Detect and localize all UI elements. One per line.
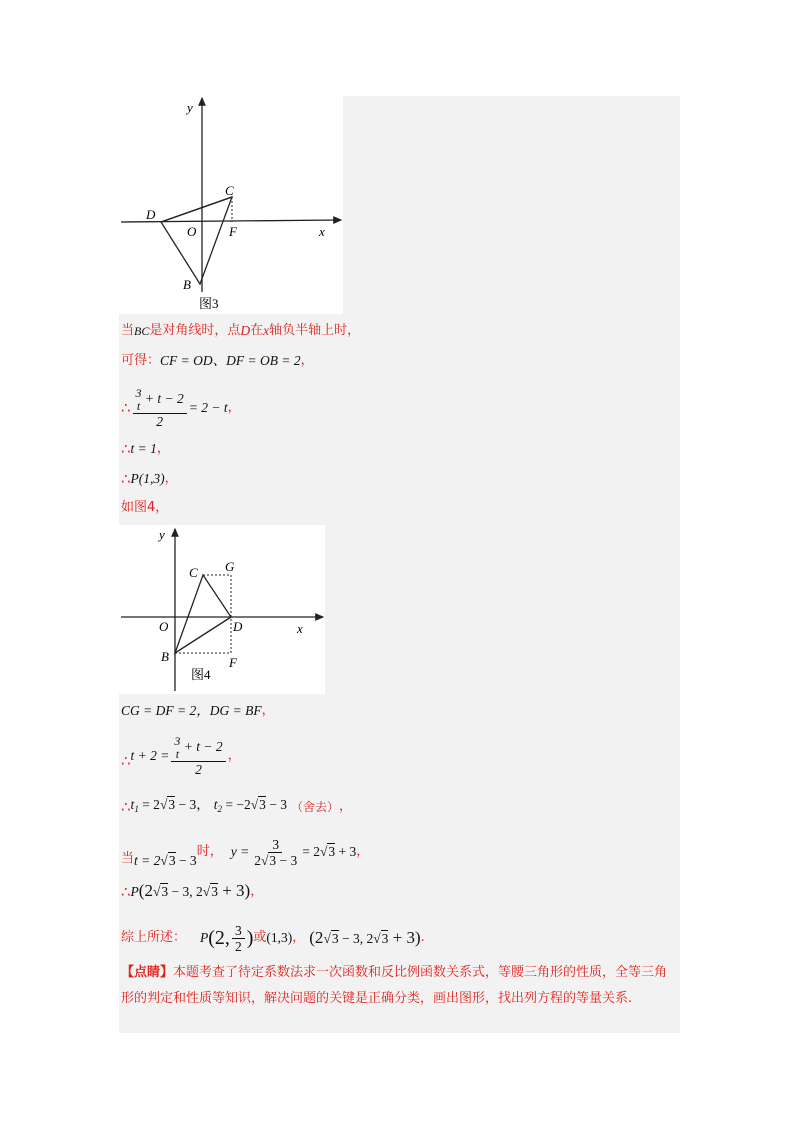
close: + 3) — [388, 927, 421, 947]
sqrt-sign: √ — [250, 797, 259, 812]
rest: + t − 2 — [144, 391, 184, 407]
lhs: t + 2 = — [130, 748, 170, 763]
diagonal-dc — [161, 197, 232, 222]
label-f: F — [229, 655, 237, 670]
text: ， — [250, 883, 264, 899]
text: 当 — [121, 851, 135, 866]
sqrt-arg: 3 — [269, 852, 277, 868]
t-eq: t = 2 — [134, 853, 161, 868]
sqrt-arg: 3 — [168, 853, 176, 868]
den-tail: − 3 — [276, 852, 298, 868]
sqrt-sign: √ — [323, 930, 331, 946]
sqrt-sign: √ — [260, 852, 269, 868]
sqrt-sign: √ — [373, 930, 381, 946]
figure-3-caption: 图3 — [199, 296, 219, 311]
label-b: B — [161, 649, 169, 664]
line-equation-1 — [121, 386, 241, 430]
segment-bd — [175, 617, 231, 653]
therefore-symbol: ∴ — [121, 440, 131, 458]
line-equalities — [121, 352, 314, 370]
math: CG = DF = 2，DG = BF — [121, 703, 262, 718]
t1-eq: = 2 — [138, 797, 160, 812]
sqrt-sign: √ — [202, 884, 211, 899]
text: ， — [292, 930, 306, 945]
therefore-symbol: ∴ — [121, 470, 131, 488]
y-lhs: y = — [230, 844, 250, 859]
denominator: 2 — [234, 938, 242, 954]
worked-solution-page — [119, 96, 680, 1033]
mid: − 3, 2 — [168, 884, 203, 899]
inner-num: 3 — [174, 734, 181, 748]
denominator: 2 — [156, 414, 164, 429]
math-d: D — [240, 323, 251, 338]
text: 如图4， — [121, 500, 169, 515]
open-paren: (2, — [208, 927, 230, 949]
text: 在 — [250, 323, 264, 338]
text: 时， — [196, 844, 223, 859]
sqrt-arg: 3 — [259, 797, 266, 812]
text: 综上所述： — [121, 930, 187, 945]
label-f: F — [229, 224, 237, 239]
figure-3 — [119, 96, 343, 314]
sqrt-arg: 3 — [161, 884, 169, 899]
therefore-symbol: ∴ — [121, 798, 131, 816]
figure-4 — [119, 525, 325, 694]
fraction — [232, 923, 245, 954]
text: 当 — [121, 323, 135, 338]
mid: − 3, 2 — [338, 930, 374, 946]
text: ， — [300, 353, 314, 368]
inner-fraction — [174, 735, 180, 761]
math-equalities: CF = OD、DF = OB = 2 — [160, 353, 301, 368]
sqrt-sign: √ — [319, 844, 328, 859]
discard-note: （舍去） — [291, 800, 340, 814]
figure-4-caption: 图4 — [191, 667, 211, 682]
t2-tail: − 3 — [265, 797, 288, 812]
label-c: C — [189, 565, 198, 580]
close-paren: ) — [246, 927, 254, 949]
third-answer — [309, 929, 420, 948]
open: (2 — [309, 927, 324, 947]
math: P(1,3) — [130, 471, 165, 486]
math-x: x — [263, 323, 270, 338]
label-o: O — [187, 224, 197, 239]
numerator: 3 — [269, 837, 282, 853]
line-summary — [121, 918, 425, 958]
denominator: 2 — [195, 762, 202, 777]
text: ， — [227, 748, 241, 763]
fraction — [133, 387, 187, 429]
text: ， — [261, 703, 275, 718]
text: . — [420, 930, 425, 945]
sqrt-arg: 3 — [211, 884, 218, 899]
inner-fraction — [136, 387, 142, 413]
therefore-symbol: ∴ — [121, 882, 131, 901]
text: ， — [339, 799, 353, 814]
math-bc: BC — [134, 324, 150, 338]
line-t-solutions — [121, 796, 352, 818]
t-tail: − 3 — [175, 853, 197, 868]
t2-var: t — [213, 797, 218, 812]
text: 或 — [253, 930, 267, 945]
line-p-result — [121, 882, 263, 901]
line-bc-diagonal — [121, 322, 360, 340]
p-coords — [139, 882, 250, 901]
label-b: B — [183, 277, 191, 292]
line-y-value — [121, 830, 369, 874]
numerator: 3 — [232, 923, 245, 939]
numerator — [133, 387, 187, 414]
inner-den: t — [175, 747, 180, 761]
sqrt-arg: 3 — [331, 930, 339, 946]
figure-3-diagram — [119, 96, 343, 314]
rhs: = 2 − t — [188, 400, 228, 415]
therefore-symbol: ∴ — [121, 752, 131, 770]
line-p-1-3 — [121, 470, 178, 488]
line-equation-2 — [121, 734, 241, 778]
label-x: x — [319, 224, 325, 239]
denominator — [251, 853, 300, 868]
rhs — [302, 843, 356, 861]
text: ， — [356, 844, 370, 859]
t1-var: t — [130, 797, 135, 812]
t2-sub: 2 — [217, 804, 222, 814]
text: 是对角线时，点 — [149, 323, 241, 338]
fraction — [171, 735, 225, 777]
t1-sub: 1 — [134, 804, 139, 814]
line-t-equals-1 — [121, 440, 170, 458]
t1 — [131, 796, 210, 818]
numerator — [171, 735, 225, 762]
sqrt-sign: √ — [152, 884, 161, 899]
sqrt-arg: 3 — [381, 930, 389, 946]
fraction — [251, 837, 300, 868]
inner-den: t — [136, 399, 141, 413]
label-g: G — [225, 559, 235, 574]
text: ， — [227, 400, 241, 415]
rhs-eq: = 2 — [302, 844, 320, 859]
rhs-tail: + 3 — [335, 844, 357, 859]
t2 — [214, 796, 287, 818]
second-answer: (1,3) — [266, 930, 293, 945]
sqrt-sign: √ — [160, 853, 168, 868]
triangle-bcd — [175, 575, 231, 653]
therefore-symbol: ∴ — [121, 399, 131, 417]
sqrt-arg: 3 — [328, 844, 336, 859]
den-coef: 2 — [254, 852, 261, 868]
close: + 3) — [217, 881, 251, 900]
label-x: x — [297, 621, 303, 636]
text: ， — [156, 441, 170, 456]
sqrt-arg: 3 — [168, 797, 176, 812]
text: 轴负半轴上时， — [269, 323, 361, 338]
line-figure-4-intro — [121, 499, 168, 517]
label-c: C — [225, 183, 234, 198]
comment-paragraph — [121, 960, 677, 1012]
inner-num: 3 — [135, 386, 142, 400]
label-y: y — [159, 527, 165, 542]
text: ， — [164, 471, 178, 486]
math: t = 1 — [130, 441, 157, 456]
label-d: D — [146, 207, 156, 222]
sqrt-sign: √ — [159, 797, 168, 812]
open: (2 — [138, 881, 153, 900]
t-value — [134, 852, 197, 870]
p-var: P — [200, 930, 209, 945]
text: 可得： — [121, 353, 161, 368]
comment-body: 本题考查了待定系数法求一次函数和反比例函数关系式，等腰三角形的性质，全等三角形的判定和性质等知识，解决问题的关键是正确分类，画出图形，找出列方程的等量关系. — [121, 965, 668, 1006]
rest: + t − 2 — [183, 739, 223, 755]
p-var: P — [130, 883, 139, 899]
label-o: O — [159, 619, 169, 634]
line-cg-df — [121, 702, 275, 720]
comment-tag: 【点睛】 — [121, 965, 174, 980]
t1-tail: − 3， — [175, 797, 210, 812]
label-d: D — [233, 619, 243, 634]
label-y: y — [187, 100, 193, 115]
t2-eq: = −2 — [222, 797, 251, 812]
figure-4-diagram — [119, 525, 325, 694]
